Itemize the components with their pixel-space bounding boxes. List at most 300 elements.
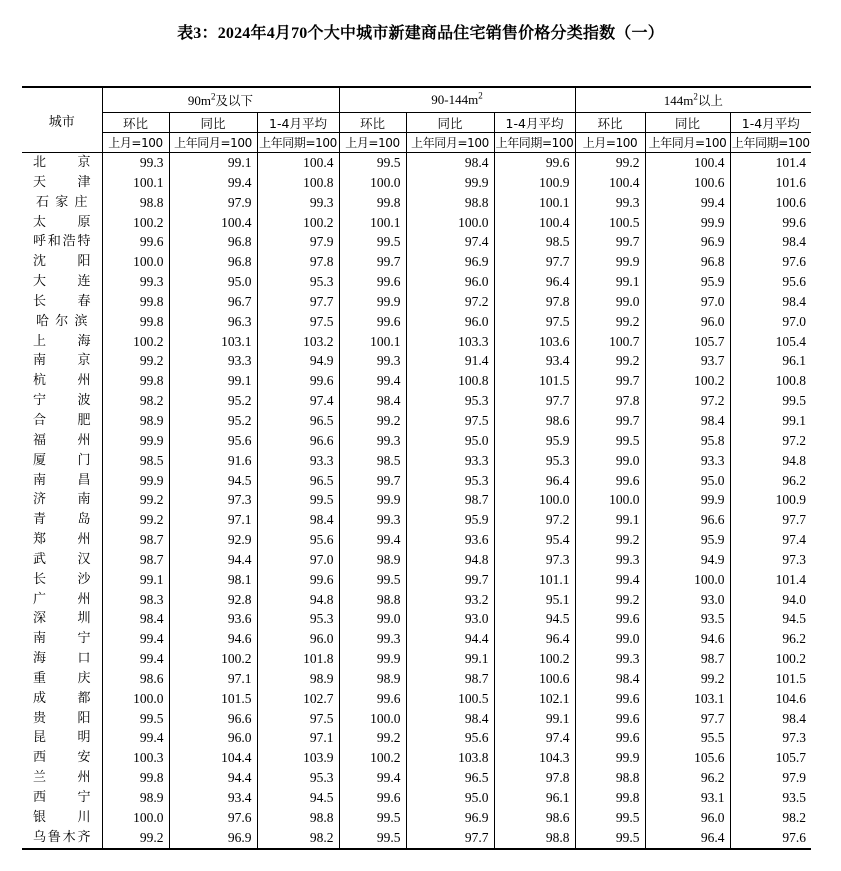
subheader-ytd-avg: 1-4月平均 [494,113,575,133]
city-name: 西安 [33,750,91,766]
index-value-cell: 98.2 [730,808,811,828]
index-value-cell: 98.7 [406,669,494,689]
table-row [22,609,811,629]
index-value-cell: 97.6 [730,252,811,272]
index-value-cell: 97.5 [257,312,339,332]
index-value-cell: 96.0 [169,728,257,748]
index-value-cell: 97.2 [645,391,730,411]
index-value-cell: 97.7 [494,252,575,272]
index-value-cell: 99.6 [339,272,406,292]
index-value-cell: 97.0 [257,550,339,570]
index-value-cell: 100.8 [730,371,811,391]
index-value-cell: 99.4 [102,629,169,649]
index-value-cell: 97.6 [169,808,257,828]
table-row [22,153,811,173]
index-value-cell: 100.2 [494,649,575,669]
index-value-cell: 95.0 [645,471,730,491]
index-value-cell: 99.7 [575,411,645,431]
index-value-cell: 99.5 [102,709,169,729]
index-value-cell: 98.4 [575,669,645,689]
index-value-cell: 99.7 [575,371,645,391]
index-value-cell: 99.3 [575,649,645,669]
index-value-cell: 95.0 [406,788,494,808]
index-value-cell: 98.7 [645,649,730,669]
index-value-cell: 99.3 [257,193,339,213]
city-name: 宁波 [33,393,91,409]
index-value-cell: 104.4 [169,748,257,768]
index-value-cell: 99.9 [575,748,645,768]
index-value-cell: 103.1 [169,332,257,352]
index-value-cell: 95.5 [645,728,730,748]
index-value-cell: 98.7 [406,490,494,510]
index-value-cell: 100.9 [494,173,575,193]
index-value-cell: 103.8 [406,748,494,768]
subheader-mom: 环比 [102,113,169,133]
index-value-cell: 99.6 [257,371,339,391]
index-value-cell: 97.5 [257,709,339,729]
index-value-cell: 94.5 [169,471,257,491]
index-value-cell: 98.4 [339,391,406,411]
index-value-cell: 98.8 [339,590,406,610]
index-value-cell: 98.4 [645,411,730,431]
index-value-cell: 93.4 [494,351,575,371]
index-value-cell: 101.5 [169,689,257,709]
table-row [22,530,811,550]
index-value-cell: 98.8 [102,193,169,213]
index-value-cell: 95.9 [645,272,730,292]
table-row [22,748,811,768]
index-value-cell: 95.6 [257,530,339,550]
index-value-cell: 99.5 [575,431,645,451]
index-value-cell: 101.8 [257,649,339,669]
index-value-cell: 97.9 [169,193,257,213]
index-value-cell: 104.3 [494,748,575,768]
index-value-cell: 95.1 [494,590,575,610]
index-value-cell: 96.8 [169,232,257,252]
price-index-table [22,86,811,850]
index-value-cell: 99.3 [575,550,645,570]
index-value-cell: 98.9 [339,669,406,689]
index-value-cell: 101.4 [730,570,811,590]
index-value-cell: 96.6 [645,510,730,530]
index-value-cell: 98.4 [406,709,494,729]
unit-row [22,133,811,153]
index-value-cell: 93.7 [645,351,730,371]
index-value-cell: 100.4 [645,153,730,173]
index-value-cell: 97.4 [730,530,811,550]
index-value-cell: 104.6 [730,689,811,709]
index-value-cell: 97.7 [494,391,575,411]
index-value-cell: 96.5 [406,768,494,788]
index-value-cell: 105.7 [730,748,811,768]
index-value-cell: 100.1 [494,193,575,213]
subheader-yoy: 同比 [169,113,257,133]
index-value-cell: 93.0 [645,590,730,610]
index-value-cell: 95.4 [494,530,575,550]
index-value-cell: 99.8 [575,788,645,808]
index-value-cell: 97.5 [406,411,494,431]
city-name: 哈尔滨 [36,313,88,329]
index-value-cell: 96.0 [645,312,730,332]
table-body [22,153,811,849]
index-value-cell: 96.0 [257,629,339,649]
index-value-cell: 100.4 [169,213,257,233]
index-value-cell: 96.2 [645,768,730,788]
index-value-cell: 100.0 [406,213,494,233]
city-name: 成都 [33,690,91,706]
index-value-cell: 99.7 [339,252,406,272]
index-value-cell: 99.9 [339,649,406,669]
table-row [22,768,811,788]
index-value-cell: 97.8 [494,768,575,788]
city-name: 广州 [33,591,91,607]
index-value-cell: 98.8 [494,828,575,849]
index-value-cell: 98.4 [730,232,811,252]
table-row [22,669,811,689]
index-value-cell: 100.4 [257,153,339,173]
table-row [22,232,811,252]
index-value-cell: 99.6 [575,728,645,748]
index-value-cell: 93.6 [169,609,257,629]
index-value-cell: 97.3 [730,550,811,570]
subheader-mom: 环比 [339,113,406,133]
unit-yoy: 上年同月=100 [169,133,257,153]
index-value-cell: 94.8 [406,550,494,570]
unit-ytd-avg: 上年同期=100 [494,133,575,153]
index-value-cell: 99.3 [339,431,406,451]
index-value-cell: 100.2 [730,649,811,669]
city-name: 天津 [33,174,91,190]
index-value-cell: 95.2 [169,411,257,431]
city-name: 贵阳 [33,710,91,726]
index-value-cell: 93.3 [257,451,339,471]
table-row [22,649,811,669]
index-value-cell: 99.3 [339,351,406,371]
index-value-cell: 95.3 [257,272,339,292]
index-value-cell: 99.9 [339,292,406,312]
index-value-cell: 99.2 [339,728,406,748]
table-row [22,728,811,748]
index-value-cell: 99.9 [645,490,730,510]
index-value-cell: 97.4 [406,232,494,252]
index-value-cell: 99.6 [339,312,406,332]
index-value-cell: 99.4 [339,530,406,550]
city-name: 石家庄 [36,194,88,210]
index-value-cell: 100.0 [575,490,645,510]
index-value-cell: 93.3 [645,451,730,471]
subheader-yoy: 同比 [406,113,494,133]
index-value-cell: 95.6 [406,728,494,748]
index-value-cell: 98.2 [102,391,169,411]
table-row [22,213,811,233]
index-value-cell: 99.3 [339,629,406,649]
index-value-cell: 97.1 [169,669,257,689]
index-value-cell: 97.6 [730,828,811,849]
subheader-ytd-avg: 1-4月平均 [257,113,339,133]
subheader-yoy: 同比 [645,113,730,133]
index-value-cell: 99.3 [102,272,169,292]
index-value-cell: 95.8 [645,431,730,451]
index-value-cell: 98.4 [406,153,494,173]
index-value-cell: 99.8 [339,193,406,213]
index-value-cell: 99.6 [257,570,339,590]
index-value-cell: 94.6 [169,629,257,649]
index-value-cell: 100.5 [575,213,645,233]
index-value-cell: 98.9 [102,411,169,431]
table-row [22,193,811,213]
index-value-cell: 97.4 [494,728,575,748]
city-name: 大连 [33,274,91,290]
index-value-cell: 95.6 [169,431,257,451]
group-header-over-144: $144m^2$以上 [575,87,811,113]
city-name: 北京 [33,155,91,170]
index-value-cell: 100.1 [339,332,406,352]
index-value-cell: 99.6 [339,689,406,709]
index-value-cell: 98.4 [730,709,811,729]
index-value-cell: 100.2 [339,748,406,768]
city-name: 合肥 [33,412,91,428]
index-value-cell: 99.2 [575,590,645,610]
index-value-cell: 99.1 [169,371,257,391]
index-value-cell: 96.2 [730,471,811,491]
index-value-cell: 94.5 [257,788,339,808]
index-value-cell: 97.1 [257,728,339,748]
city-name: 呼和浩特 [33,234,91,250]
table-row [22,391,811,411]
index-value-cell: 96.0 [406,272,494,292]
index-value-cell: 98.5 [339,451,406,471]
index-value-cell: 98.8 [575,768,645,788]
index-value-cell: 99.8 [102,292,169,312]
index-value-cell: 99.3 [339,510,406,530]
table-header [22,87,811,153]
index-value-cell: 100.1 [102,173,169,193]
index-value-cell: 96.9 [169,828,257,849]
index-value-cell: 101.5 [494,371,575,391]
table-row [22,332,811,352]
table-row [22,292,811,312]
index-value-cell: 99.1 [102,570,169,590]
index-value-cell: 99.1 [575,510,645,530]
city-name: 西宁 [33,790,91,805]
index-value-cell: 97.3 [494,550,575,570]
index-value-cell: 102.1 [494,689,575,709]
index-value-cell: 99.2 [102,510,169,530]
index-value-cell: 99.1 [730,411,811,431]
index-value-cell: 99.5 [730,391,811,411]
unit-mom: 上月=100 [102,133,169,153]
index-value-cell: 103.6 [494,332,575,352]
index-value-cell: 97.9 [257,232,339,252]
index-value-cell: 91.6 [169,451,257,471]
subheader-ytd-avg: 1-4月平均 [730,113,811,133]
city-name: 南昌 [33,472,91,488]
index-value-cell: 97.4 [257,391,339,411]
index-value-cell: 95.0 [406,431,494,451]
index-value-cell: 100.2 [169,649,257,669]
index-value-cell: 98.5 [102,451,169,471]
index-value-cell: 97.0 [645,292,730,312]
index-value-cell: 99.4 [102,728,169,748]
index-value-cell: 99.5 [575,808,645,828]
city-name: 海口 [33,651,91,667]
index-value-cell: 98.1 [169,570,257,590]
index-value-cell: 96.4 [494,629,575,649]
table-row [22,411,811,431]
index-value-cell: 98.9 [102,788,169,808]
index-value-cell: 98.3 [102,590,169,610]
index-value-cell: 93.1 [645,788,730,808]
index-value-cell: 98.4 [730,292,811,312]
index-value-cell: 94.0 [730,590,811,610]
index-value-cell: 100.0 [494,490,575,510]
index-value-cell: 98.5 [494,232,575,252]
index-value-cell: 98.7 [102,530,169,550]
table-row [22,629,811,649]
index-value-cell: 93.2 [406,590,494,610]
table-row [22,451,811,471]
index-value-cell: 93.3 [406,451,494,471]
city-name: 深圳 [33,611,91,627]
index-value-cell: 100.0 [102,689,169,709]
index-value-cell: 100.6 [645,173,730,193]
index-value-cell: 97.2 [494,510,575,530]
index-value-cell: 100.1 [339,213,406,233]
index-value-cell: 94.9 [257,351,339,371]
index-value-cell: 99.6 [339,788,406,808]
index-value-cell: 97.3 [730,728,811,748]
index-value-cell: 98.8 [257,808,339,828]
index-value-cell: 99.5 [339,808,406,828]
index-value-cell: 99.5 [339,828,406,849]
index-value-cell: 105.4 [730,332,811,352]
index-value-cell: 100.4 [575,173,645,193]
city-name: 重庆 [33,670,91,686]
index-value-cell: 103.9 [257,748,339,768]
index-value-cell: 99.2 [645,669,730,689]
index-value-cell: 100.9 [730,490,811,510]
index-value-cell: 103.2 [257,332,339,352]
subheader-row [22,113,811,133]
index-value-cell: 102.7 [257,689,339,709]
index-value-cell: 98.9 [339,550,406,570]
index-value-cell: 99.9 [339,490,406,510]
index-value-cell: 99.7 [406,570,494,590]
index-value-cell: 99.2 [102,351,169,371]
city-name: 济南 [33,492,91,508]
city-name: 银川 [33,809,91,825]
table-row [22,312,811,332]
index-value-cell: 99.8 [102,312,169,332]
index-value-cell: 96.4 [645,828,730,849]
index-value-cell: 101.6 [730,173,811,193]
index-value-cell: 96.8 [645,252,730,272]
city-name: 青岛 [33,512,91,528]
index-value-cell: 96.4 [494,272,575,292]
table-row [22,351,811,371]
index-value-cell: 99.2 [575,312,645,332]
city-name: 长春 [33,293,91,309]
city-name: 昆明 [33,730,91,746]
index-value-cell: 99.6 [575,609,645,629]
index-value-cell: 95.2 [169,391,257,411]
index-value-cell: 95.6 [730,272,811,292]
index-value-cell: 96.2 [730,629,811,649]
table-row [22,490,811,510]
index-value-cell: 99.3 [575,193,645,213]
index-value-cell: 99.7 [339,471,406,491]
index-value-cell: 97.5 [494,312,575,332]
index-value-cell: 99.1 [406,649,494,669]
index-value-cell: 99.2 [575,351,645,371]
index-value-cell: 105.6 [645,748,730,768]
index-value-cell: 98.4 [257,510,339,530]
index-value-cell: 100.0 [102,252,169,272]
index-value-cell: 100.0 [339,709,406,729]
table-row [22,252,811,272]
unit-yoy: 上年同月=100 [406,133,494,153]
index-value-cell: 93.3 [169,351,257,371]
index-value-cell: 94.9 [645,550,730,570]
unit-mom: 上月=100 [575,133,645,153]
index-value-cell: 99.5 [339,570,406,590]
index-value-cell: 100.0 [339,173,406,193]
index-value-cell: 97.8 [494,292,575,312]
city-column-header: 城市 [22,87,102,153]
index-value-cell: 98.8 [406,193,494,213]
index-value-cell: 99.2 [102,828,169,849]
index-value-cell: 96.6 [257,431,339,451]
index-value-cell: 94.4 [169,550,257,570]
index-value-cell: 99.5 [257,490,339,510]
index-value-cell: 97.8 [257,252,339,272]
index-value-cell: 99.7 [575,232,645,252]
index-value-cell: 97.2 [406,292,494,312]
index-value-cell: 99.6 [102,232,169,252]
table-row [22,431,811,451]
index-value-cell: 99.9 [406,173,494,193]
index-value-cell: 99.4 [339,371,406,391]
index-value-cell: 100.3 [102,748,169,768]
table-row [22,709,811,729]
table-row [22,510,811,530]
index-value-cell: 99.2 [102,490,169,510]
index-value-cell: 100.6 [730,193,811,213]
index-value-cell: 100.6 [494,669,575,689]
city-name: 乌鲁木齐 [33,829,91,845]
table-row [22,788,811,808]
index-value-cell: 94.5 [494,609,575,629]
index-value-cell: 97.8 [575,391,645,411]
index-value-cell: 95.3 [494,451,575,471]
index-value-cell: 99.4 [102,649,169,669]
index-value-cell: 99.2 [575,530,645,550]
city-name: 郑州 [33,532,91,548]
table-row [22,590,811,610]
index-value-cell: 94.8 [730,451,811,471]
index-value-cell: 99.1 [575,272,645,292]
index-value-cell: 98.6 [494,411,575,431]
index-value-cell: 92.8 [169,590,257,610]
index-value-cell: 99.9 [575,252,645,272]
index-value-cell: 96.8 [169,252,257,272]
table-row [22,272,811,292]
index-value-cell: 99.9 [102,471,169,491]
table-row [22,570,811,590]
index-value-cell: 99.0 [339,609,406,629]
index-value-cell: 99.5 [575,828,645,849]
unit-mom: 上月=100 [339,133,406,153]
